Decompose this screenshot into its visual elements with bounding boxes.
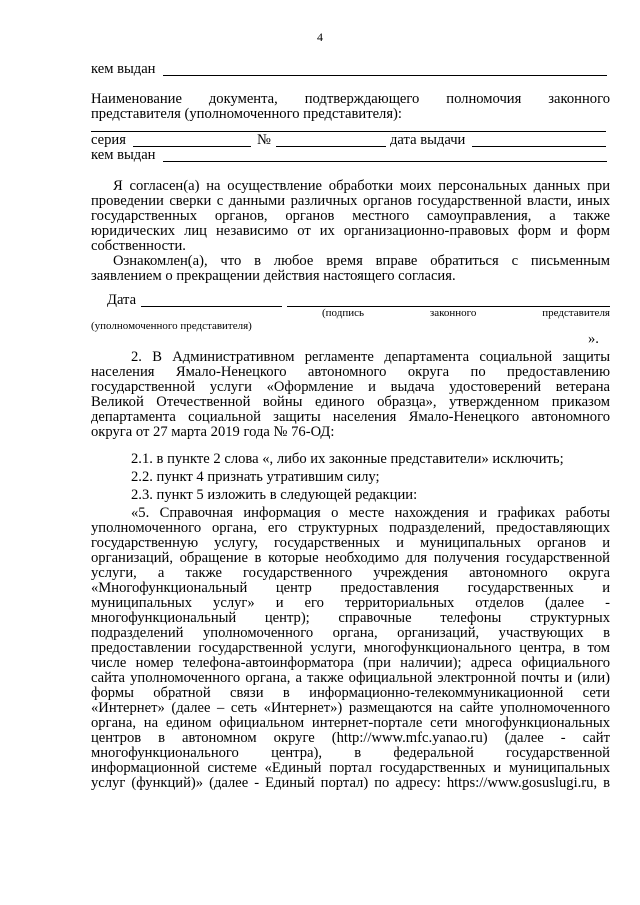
doc-name-line: Наименование документа, подтверждающего полномочия законного <box>91 91 610 107</box>
issued-by-blank <box>163 75 607 76</box>
series-label: серия <box>91 132 126 148</box>
item5-line: государственную услугу, государственных и муниципальных органов и <box>91 535 610 551</box>
issue-date-blank <box>472 146 606 147</box>
item5-line: информационной системе «Единый портал государственных и муниципальных <box>91 760 610 776</box>
item5-line: формы обратной связи в информационно-телекоммуникационной сети <box>91 685 610 701</box>
signature-caption: (подпись законного представителя <box>322 307 610 319</box>
item5-line: многофункциональный центр); справочные телефоны структурных <box>91 610 610 626</box>
item2-line: населения Ямало-Ненецкого автономного округа по предоставлению <box>91 364 610 380</box>
consent-line: Я согласен(а) на осуществление обработки моих персональных данных при <box>113 178 610 194</box>
sub-item: 2.3. пункт 5 изложить в следующей редакции: <box>131 487 418 503</box>
issued-by-label: кем выдан <box>91 61 156 77</box>
sub-item: 2.2. пункт 4 признать утратившим силу; <box>131 469 380 485</box>
item2-line: округа от 27 марта 2019 года № 76-ОД: <box>91 424 335 440</box>
item5-line: организаций, обращение в которые необходимо для получения государственной <box>91 550 610 566</box>
item5-line: «5. Справочная информация о месте нахождения и графиках работы <box>131 505 610 521</box>
item5-line: предоставлении государственной услуги, многофункционального центра, в том <box>91 640 610 656</box>
sub-item: 2.1. в пункте 2 слова «, либо их законные представители» исключить; <box>131 451 564 467</box>
consent-line: юридических лиц независимо от их организационно-правовых форм и форм <box>91 223 610 239</box>
consent-line: проведении сверки с данными различных органов государственной власти, иных <box>91 193 610 209</box>
issued-by-blank <box>163 161 607 162</box>
page-number: 4 <box>317 30 323 44</box>
doc-name-blank <box>91 131 606 132</box>
item5-line: органа, на едином официальном интернет-портале сети многофункциональных <box>91 715 610 731</box>
item5-line: услуг (функций)» (далее - Единый портал) по адресу: https://www.gosuslugi.ru, в <box>91 775 610 791</box>
item2-line: государственной услуги «Оформление и выдача удостоверений ветерана <box>91 379 610 395</box>
acknowledge-line: заявлением о прекращении действия настоящего согласия. <box>91 268 456 284</box>
item2-line: департамента социальной защиты населения Ямало-Ненецкого автономного <box>91 409 610 425</box>
closing-quote: ». <box>588 331 599 347</box>
item2-line: 2. В Административном регламенте департамента социальной защиты <box>131 349 610 365</box>
item5-line: числе номер телефона-автоинформатора (при наличии); адреса официального <box>91 655 610 671</box>
date-blank <box>141 306 282 307</box>
doc-name-line: представителя (уполномоченного представителя): <box>91 106 402 122</box>
consent-line: собственности. <box>91 238 186 254</box>
item5-line: подразделений уполномоченного органа, организаций, участвующих в <box>91 625 610 641</box>
item2-line: Великой Отечественной войны единого образца», утвержденном приказом <box>91 394 610 410</box>
date-label: Дата <box>107 292 137 308</box>
consent-line: государственных органов, органов местного самоуправления, а также <box>91 208 610 224</box>
acknowledge-line: Ознакомлен(а), что в любое время вправе обратиться с письменным <box>113 253 610 269</box>
item5-line: центров в автономном округе (http://www.mfc.yanao.ru) (далее - сайт <box>91 730 610 746</box>
issue-date-label: дата выдачи <box>390 132 466 148</box>
item5-line: «Многофункциональный центр предоставления государственных и <box>91 580 610 596</box>
issued-by-label: кем выдан <box>91 147 156 163</box>
item5-line: услуги, а также государственного учреждения автономного округа <box>91 565 610 581</box>
item5-line: уполномоченного органа, его структурных подразделений, предоставляющих <box>91 520 610 536</box>
number-blank <box>276 146 386 147</box>
item5-line: «Интернет» (далее – сеть «Интернет») размещаются на сайте уполномоченного <box>91 700 610 716</box>
item5-line: сайта уполномоченного органа, а также официальной электронной почты и (или) <box>91 670 610 686</box>
signature-caption: (уполномоченного представителя) <box>91 320 252 332</box>
item5-line: муниципальных услуг» и его территориальных отделов (далее - <box>91 595 610 611</box>
number-label: № <box>257 132 271 148</box>
item5-line: многофункционального центра), в федеральной государственной <box>91 745 610 761</box>
